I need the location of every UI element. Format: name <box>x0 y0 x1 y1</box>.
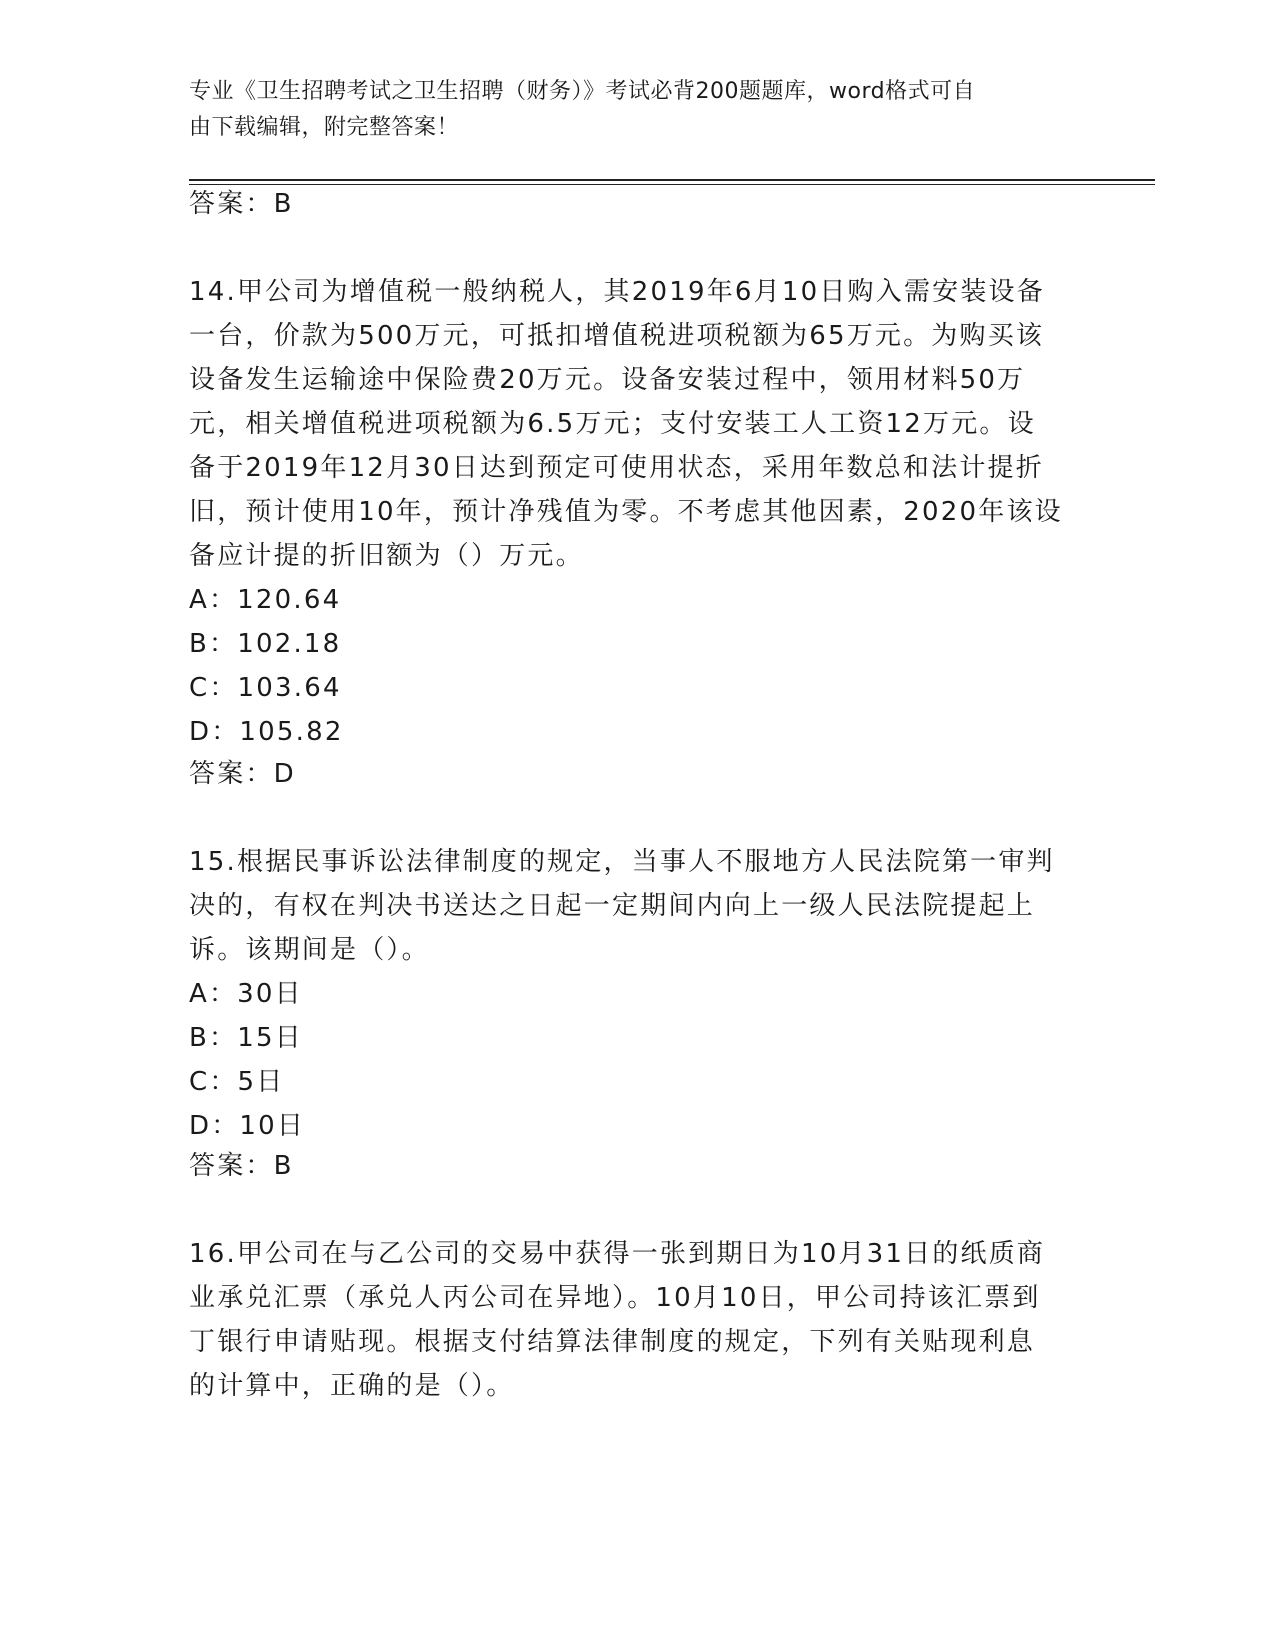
header-rule-thin <box>189 184 1155 185</box>
q14-option-d: D：105.82 <box>189 717 344 747</box>
header-line-2: 由下载编辑，附完整答案！ <box>189 115 460 140</box>
q14-option-a: A：120.64 <box>189 585 342 615</box>
q15-line-2: 决的，有权在判决书送达之日起一定期间内向上一级人民法院提起上 <box>189 891 1036 921</box>
q14-line-3: 设备发生运输途中保险费20万元。设备安装过程中，领用材料50万 <box>189 365 1026 395</box>
q16-line-3: 丁银行申请贴现。根据支付结算法律制度的规定，下列有关贴现利息 <box>189 1327 1036 1357</box>
q16-line-2: 业承兑汇票（承兑人丙公司在异地）。10月10日，甲公司持该汇票到 <box>189 1283 1041 1313</box>
q14-option-c: C：103.64 <box>189 673 342 703</box>
q16-line-1: 16.甲公司在与乙公司的交易中获得一张到期日为10月31日的纸质商 <box>189 1239 1046 1269</box>
q15-line-1: 15.根据民事诉讼法律制度的规定，当事人不服地方人民法院第一审判 <box>189 847 1055 877</box>
q15-answer: 答案：B <box>189 1151 294 1181</box>
q14-line-2: 一台，价款为500万元，可抵扣增值税进项税额为65万元。为购买该 <box>189 321 1045 351</box>
q15-option-c: C：5日 <box>189 1067 285 1097</box>
q14-line-4: 元，相关增值税进项税额为6.5万元；支付安装工人工资12万元。设 <box>189 409 1036 439</box>
q14-line-7: 备应计提的折旧额为（）万元。 <box>189 541 584 571</box>
q15-line-3: 诉。该期间是（）。 <box>189 935 430 965</box>
q14-line-6: 旧，预计使用10年，预计净残值为零。不考虑其他因素，2020年该设 <box>189 497 1063 527</box>
q14-line-5: 备于2019年12月30日达到预定可使用状态，采用年数总和法计提折 <box>189 453 1044 483</box>
q15-option-b: B：15日 <box>189 1023 303 1053</box>
header-rule-thick <box>189 179 1155 181</box>
previous-answer: 答案：B <box>189 189 294 219</box>
header-line-1: 专业《卫生招聘考试之卫生招聘（财务）》考试必背200题题库，word格式可自 <box>189 79 976 104</box>
q14-answer: 答案：D <box>189 759 296 789</box>
q15-option-d: D：10日 <box>189 1111 306 1141</box>
document-header <box>189 74 1069 146</box>
q15-option-a: A：30日 <box>189 979 303 1009</box>
q14-option-b: B：102.18 <box>189 629 342 659</box>
q14-line-1: 14.甲公司为增值税一般纳税人，其2019年6月10日购入需安装设备 <box>189 277 1045 307</box>
q16-line-4: 的计算中，正确的是（）。 <box>189 1371 515 1401</box>
